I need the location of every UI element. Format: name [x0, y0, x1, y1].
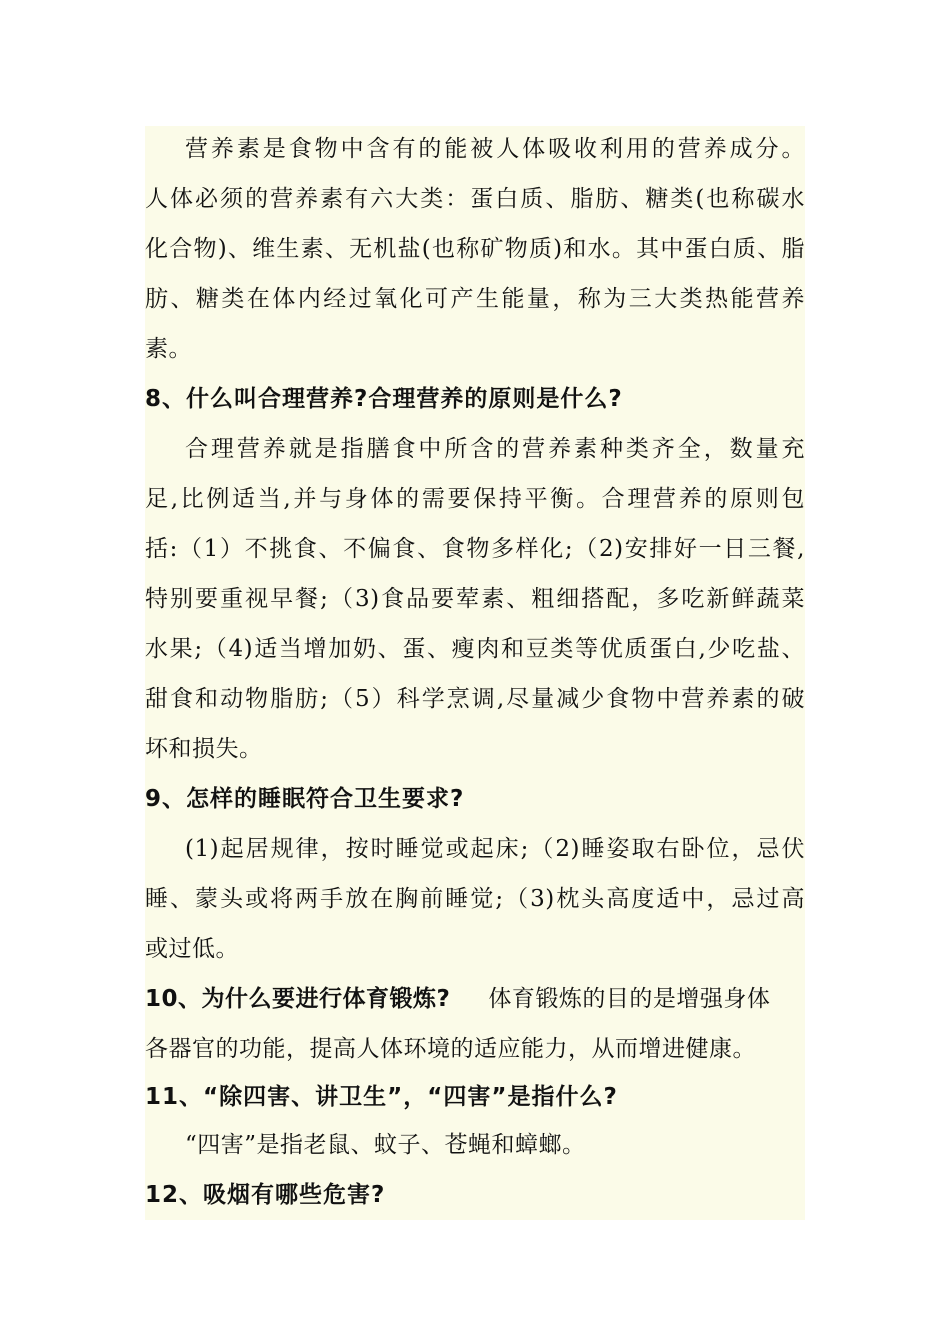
question-8-heading: 8、什么叫合理营养?合理营养的原则是什么? [145, 386, 623, 412]
intro-line-5: 素。 [145, 336, 192, 362]
q8-answer-line-7: 坏和损失。 [145, 736, 263, 762]
q8-answer-line-3: 括:（1）不挑食、不偏食、食物多样化;（2)安排好一日三餐, [145, 536, 805, 562]
question-11-heading: 11、“除四害、讲卫生”，“四害”是指什么? [145, 1084, 618, 1110]
q8-answer-line-6: 甜食和动物脂肪;（5）科学烹调,尽量减少食物中营养素的破 [145, 686, 805, 712]
question-10-heading: 10、为什么要进行体育锻炼? [145, 986, 451, 1012]
q10-line [145, 974, 805, 1024]
question-12-heading: 12、吸烟有哪些危害? [145, 1182, 386, 1208]
q8-answer-line-2: 足,比例适当,并与身体的需要保持平衡。合理营养的原则包 [145, 486, 805, 512]
q9-answer-line-1: (1)起居规律，按时睡觉或起床;（2)睡姿取右卧位，忌伏 [185, 836, 805, 862]
intro-line-4: 肪、糖类在体内经过氧化可产生能量，称为三大类热能营养 [145, 286, 805, 312]
q10-answer-inline: 体育锻炼的目的是增强身体 [488, 986, 771, 1012]
intro-line-3: 化合物)、维生素、无机盐(也称矿物质)和水。其中蛋白质、脂 [145, 236, 805, 262]
q11-answer-line-1: “四害”是指老鼠、蚊子、苍蝇和蟑螂。 [185, 1132, 586, 1158]
q9-answer-line-3: 或过低。 [145, 936, 239, 962]
q8-answer-line-1: 合理营养就是指膳食中所含的营养素种类齐全，数量充 [185, 436, 805, 462]
q9-answer-line-2: 睡、蒙头或将两手放在胸前睡觉;（3)枕头高度适中，忌过高 [145, 886, 805, 912]
q10-answer-line-1: 各器官的功能，提高人体环境的适应能力，从而增进健康。 [145, 1036, 756, 1062]
q8-answer-line-4: 特别要重视早餐;（3)食品要荤素、粗细搭配，多吃新鲜蔬菜 [145, 586, 805, 612]
intro-line-1: 营养素是食物中含有的能被人体吸收利用的营养成分。 [185, 136, 805, 162]
q8-answer-line-5: 水果;（4)适当增加奶、蛋、瘦肉和豆类等优质蛋白,少吃盐、 [145, 636, 805, 662]
question-9-heading: 9、怎样的睡眠符合卫生要求? [145, 786, 465, 812]
intro-line-2: 人体必须的营养素有六大类：蛋白质、脂肪、糖类(也称碳水 [145, 186, 805, 212]
